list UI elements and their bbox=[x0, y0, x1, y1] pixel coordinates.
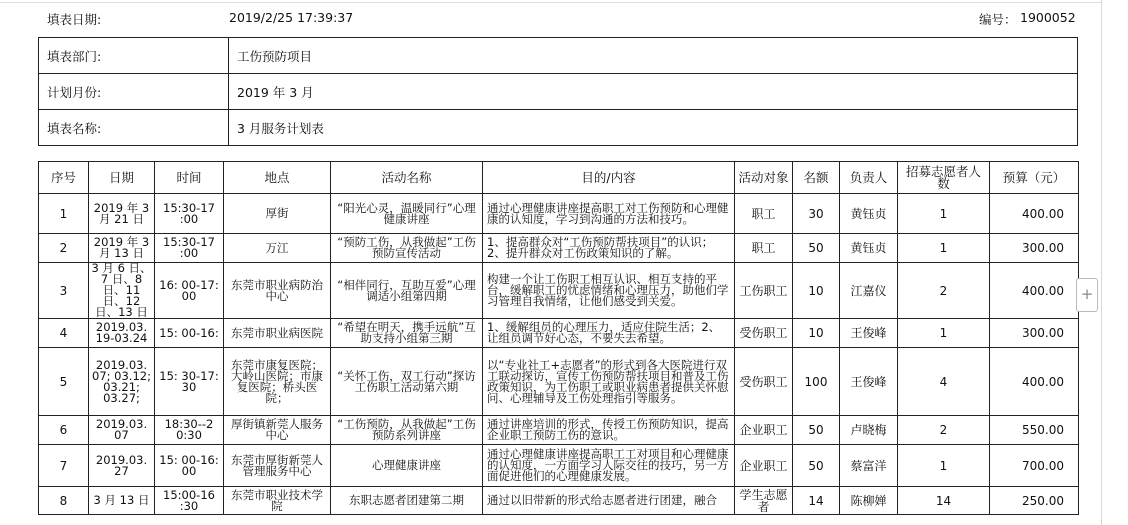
cell-quota: 50 bbox=[793, 234, 840, 263]
column-header: 地点 bbox=[224, 162, 331, 194]
cell-leader: 蔡富洋 bbox=[840, 445, 898, 487]
cell-leader: 陈柳婵 bbox=[840, 487, 898, 515]
cell-volunteers: 14 bbox=[898, 487, 990, 515]
cell-target: 职工 bbox=[735, 194, 793, 234]
cell-place: 万江 bbox=[224, 234, 331, 263]
cell-date: 2019 年 3 月 13 日 bbox=[89, 234, 155, 263]
column-header: 目的/内容 bbox=[483, 162, 735, 194]
column-header: 时间 bbox=[155, 162, 224, 194]
date-value: 2019/2/25 17:39:37 bbox=[229, 10, 354, 25]
meta-label: 填表名称: bbox=[39, 110, 229, 146]
cell-purpose: 构建一个让工伤职工相互认识、相互支持的平台，缓解职工的忧虑情绪和心理压力，助他们学习管理自我情绪，让他们感受到关爱。 bbox=[483, 263, 735, 319]
table-row bbox=[39, 416, 1079, 445]
cell-time: 15: 00-16: 00 bbox=[155, 445, 224, 487]
date-label: 填表日期: bbox=[47, 12, 102, 27]
meta-row-name bbox=[39, 110, 1078, 146]
cell-date: 2019.03. 19-03.24 bbox=[89, 319, 155, 348]
cell-budget: 300.00 bbox=[990, 319, 1079, 348]
page-right-edge bbox=[1101, 0, 1102, 525]
cell-budget: 300.00 bbox=[990, 234, 1079, 263]
cell-quota: 14 bbox=[793, 487, 840, 515]
cell-volunteers: 1 bbox=[898, 445, 990, 487]
meta-label: 计划月份: bbox=[39, 74, 229, 110]
cell-activity-name: “预防工伤，从我做起”工伤预防宣传活动 bbox=[331, 234, 483, 263]
cell-quota: 30 bbox=[793, 194, 840, 234]
cell-target: 企业职工 bbox=[735, 416, 793, 445]
code-label: 编号： bbox=[979, 12, 1017, 27]
cell-activity-name: “阳光心灵，温暖同行”心理健康讲座 bbox=[331, 194, 483, 234]
cell-volunteers: 1 bbox=[898, 234, 990, 263]
cell-leader: 王俊峰 bbox=[840, 319, 898, 348]
cell-no: 1 bbox=[39, 194, 89, 234]
cell-no: 8 bbox=[39, 487, 89, 515]
cell-no: 5 bbox=[39, 348, 89, 416]
cell-purpose: 以“专业社工+志愿者”的形式到各大医院进行双工联动探访，宣传工伤预防帮扶项目和普及工伤政策知识，为工伤职工或职业病患者提供关怀慰问、心理辅导及工伤处理指引等服务。 bbox=[483, 348, 735, 416]
table-row bbox=[39, 348, 1079, 416]
cell-time: 15:00-16 :30 bbox=[155, 487, 224, 515]
cell-no: 3 bbox=[39, 263, 89, 319]
cell-place: 东莞市康复医院；大岭山医院；市康复医院；桥头医院； bbox=[224, 348, 331, 416]
cell-budget: 400.00 bbox=[990, 194, 1079, 234]
table-header-row bbox=[39, 162, 1079, 194]
cell-date: 2019.03. 27 bbox=[89, 445, 155, 487]
cell-time: 15: 30-17: 30 bbox=[155, 348, 224, 416]
meta-label: 填表部门: bbox=[39, 38, 229, 74]
cell-purpose: 1、缓解组员的心理压力，适应住院生活；2、让组员调节好心态，不要失去希望。 bbox=[483, 319, 735, 348]
cell-target: 职工 bbox=[735, 234, 793, 263]
table-row bbox=[39, 487, 1079, 515]
cell-quota: 10 bbox=[793, 263, 840, 319]
cell-date: 2019.03. 07 bbox=[89, 416, 155, 445]
cell-budget: 250.00 bbox=[990, 487, 1079, 515]
cell-activity-name: “关怀工伤，双工行动”探访工伤职工活动第六期 bbox=[331, 348, 483, 416]
table-row bbox=[39, 319, 1079, 348]
cell-activity-name: 心理健康讲座 bbox=[331, 445, 483, 487]
cell-no: 2 bbox=[39, 234, 89, 263]
column-header: 招募志愿者人数 bbox=[898, 162, 990, 194]
cell-target: 工伤职工 bbox=[735, 263, 793, 319]
cell-budget: 550.00 bbox=[990, 416, 1079, 445]
cell-activity-name: 东职志愿者团建第二期 bbox=[331, 487, 483, 515]
cell-purpose: 通过心理健康讲座提高职工工对项目和心理健康的认知度，一方面学习人际交往的技巧，另一方面促进他们的心理健康发展。 bbox=[483, 445, 735, 487]
cell-date: 3 月 6 日、7 日、8 日、11 日、12 日、13 日 bbox=[89, 263, 155, 319]
cell-purpose: 通过以旧带新的形式给志愿者进行团建，融合 bbox=[483, 487, 735, 515]
cell-leader: 黄钰贞 bbox=[840, 194, 898, 234]
cell-quota: 50 bbox=[793, 416, 840, 445]
cell-target: 学生志愿者 bbox=[735, 487, 793, 515]
cell-place: 东莞市职业病医院 bbox=[224, 319, 331, 348]
meta-value: 3 月服务计划表 bbox=[229, 110, 1078, 146]
cell-volunteers: 2 bbox=[898, 263, 990, 319]
table-row bbox=[39, 234, 1079, 263]
column-header: 活动名称 bbox=[331, 162, 483, 194]
cell-place: 东莞市职业病防治中心 bbox=[224, 263, 331, 319]
cell-budget: 400.00 bbox=[990, 348, 1079, 416]
cell-date: 2019 年 3 月 21 日 bbox=[89, 194, 155, 234]
cell-no: 4 bbox=[39, 319, 89, 348]
cell-place: 厚街 bbox=[224, 194, 331, 234]
cell-target: 受伤职工 bbox=[735, 348, 793, 416]
cell-purpose: 1、提高群众对“工伤预防帮扶项目”的认识；2、提升群众对工伤政策知识的了解。 bbox=[483, 234, 735, 263]
table-row bbox=[39, 194, 1079, 234]
table-body bbox=[39, 194, 1079, 515]
cell-leader: 黄钰贞 bbox=[840, 234, 898, 263]
service-plan-table bbox=[38, 161, 1079, 515]
cell-activity-name: “希望在明天，携手远航”互助支持小组第三期 bbox=[331, 319, 483, 348]
cell-leader: 王俊峰 bbox=[840, 348, 898, 416]
cell-target: 受伤职工 bbox=[735, 319, 793, 348]
cell-place: 东莞市厚街新莞人管理服务中心 bbox=[224, 445, 331, 487]
cell-time: 16: 00-17: 00 bbox=[155, 263, 224, 319]
cell-purpose: 通过心理健康讲座提高职工对工伤预防和心理健康的认知度，学习到沟通的方法和技巧。 bbox=[483, 194, 735, 234]
cell-quota: 50 bbox=[793, 445, 840, 487]
column-header: 日期 bbox=[89, 162, 155, 194]
cell-time: 15: 00-16: bbox=[155, 319, 224, 348]
cell-place: 厚街镇新莞人服务中心 bbox=[224, 416, 331, 445]
column-header: 预算（元） bbox=[990, 162, 1079, 194]
cell-quota: 10 bbox=[793, 319, 840, 348]
cell-leader: 卢晓梅 bbox=[840, 416, 898, 445]
cell-purpose: 通过讲座培训的形式，传授工伤预防知识，提高企业职工预防工伤的意识。 bbox=[483, 416, 735, 445]
column-header: 名额 bbox=[793, 162, 840, 194]
column-header: 序号 bbox=[39, 162, 89, 194]
cell-volunteers: 2 bbox=[898, 416, 990, 445]
cell-volunteers: 4 bbox=[898, 348, 990, 416]
cell-place: 东莞市职业技术学院 bbox=[224, 487, 331, 515]
cell-quota: 100 bbox=[793, 348, 840, 416]
cell-budget: 400.00 bbox=[990, 263, 1079, 319]
column-header: 负责人 bbox=[840, 162, 898, 194]
cell-leader: 江嘉仪 bbox=[840, 263, 898, 319]
table-row bbox=[39, 445, 1079, 487]
code-value: 1900052 bbox=[1020, 10, 1076, 25]
meta-value: 工伤预防项目 bbox=[229, 38, 1078, 74]
cell-target: 企业职工 bbox=[735, 445, 793, 487]
meta-row-month bbox=[39, 74, 1078, 110]
cell-activity-name: “相伴同行，互助互爱”心理调适小组第四期 bbox=[331, 263, 483, 319]
cell-time: 18:30--2 0:30 bbox=[155, 416, 224, 445]
cell-time: 15:30-17 :00 bbox=[155, 234, 224, 263]
cell-activity-name: “工伤预防，从我做起”工伤预防系列讲座 bbox=[331, 416, 483, 445]
cell-volunteers: 1 bbox=[898, 319, 990, 348]
meta-value: 2019 年 3 月 bbox=[229, 74, 1078, 110]
cell-no: 6 bbox=[39, 416, 89, 445]
top-border-line bbox=[0, 2, 1101, 3]
cell-budget: 700.00 bbox=[990, 445, 1079, 487]
column-header: 活动对象 bbox=[735, 162, 793, 194]
cell-no: 7 bbox=[39, 445, 89, 487]
expand-plus-button[interactable]: + bbox=[1076, 278, 1098, 312]
cell-time: 15:30-17 :00 bbox=[155, 194, 224, 234]
table-row bbox=[39, 263, 1079, 319]
form-meta-table bbox=[38, 37, 1078, 146]
cell-date: 3 月 13 日 bbox=[89, 487, 155, 515]
meta-row-department bbox=[39, 38, 1078, 74]
cell-volunteers: 1 bbox=[898, 194, 990, 234]
cell-date: 2019.03. 07; 03.12; 03.21; 03.27; bbox=[89, 348, 155, 416]
